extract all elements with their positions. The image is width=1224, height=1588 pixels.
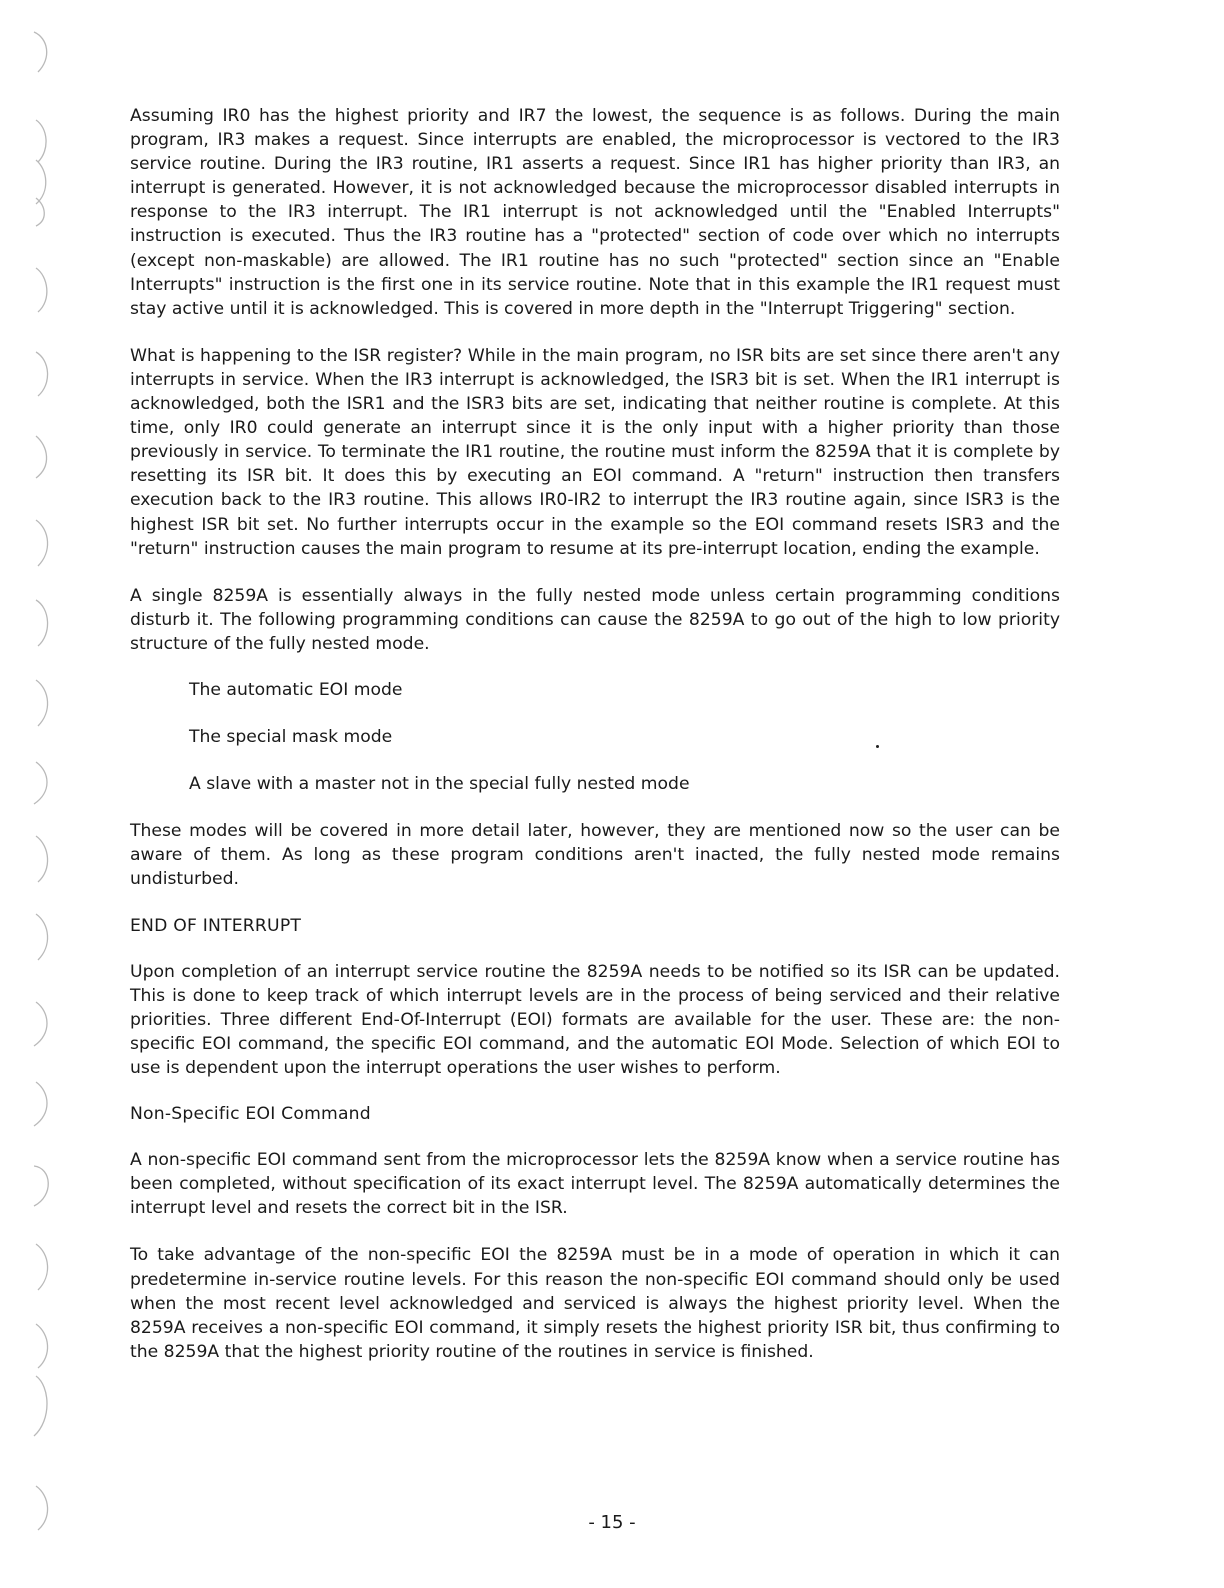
heading-non-specific-eoi: Non-Specific EOI Command bbox=[130, 1104, 371, 1125]
heading-end-of-interrupt: END OF INTERRUPT bbox=[130, 915, 302, 936]
paragraph-modes-note: These modes will be covered in more detail later, however, they are mentioned now so the user can be aware of them. As long as these program conditions aren't inacted, the fully nested mode remains undisturbed. bbox=[130, 821, 1060, 890]
paragraph-non-specific-eoi-definition: A non-specific EOI command sent from the microprocessor lets the 8259A know when a service routine has been completed, without specification of its exact interrupt level. The 8259A automatically determines the interrupt level and resets the correct bit in the ISR. bbox=[130, 1150, 1060, 1219]
paragraph-non-specific-eoi-usage: To take advantage of the non-specific EOI the 8259A must be in a mode of operation in which it can predetermine in-service routine levels. For this reason the non-specific EOI command should only be used when the most recent level acknowledged and serviced is always the highest priority level. When the 8259A receives a non-specific EOI command, it simply resets the highest priority ISR bit, thus confirming to the 8259A that the highest priority routine of the routines in service is finished. bbox=[130, 1245, 1060, 1362]
paragraph-eoi-overview: Upon completion of an interrupt service routine the 8259A needs to be notified so its ISR can be updated. This is done to keep track of which interrupt levels are in the process of being serviced and their relative priorities. Three different End-Of-Interrupt (EOI) formats are available for the user. These are: the non-specific EOI command, the specific EOI command, and the automatic EOI Mode. Selection of which EOI to use is dependent upon the interrupt operations the user wishes to perform. bbox=[130, 961, 1060, 1078]
binding-marks-graphic bbox=[30, 0, 80, 1584]
paragraph-fully-nested-mode: A single 8259A is essentially always in the fully nested mode unless certain programming conditions disturb it. The following programming conditions can cause the 8259A to go out of the high to low priority structure of the fully nested mode. bbox=[130, 585, 1060, 654]
paragraph-isr-register: What is happening to the ISR register? While in the main program, no ISR bits are set since there aren't any interrupts in service. When the IR3 interrupt is acknowledged, the ISR3 bit is set. When the IR1 interrupt is acknowledged, both the ISR1 and the ISR3 bits are set, indicating that neither routine is complete. At this time, only IR0 could generate an interrupt since it is the only input with a higher priority than those previously in service. To terminate the IR1 routine, the routine must inform the 8259A that it is complete by resetting its ISR bit. It does this by executing an EOI command. A "return" instruction then transfers execution back to the IR3 routine. This allows IR0-IR2 to interrupt the IR3 routine again, since ISR3 is the highest ISR bit set. No further interrupts occur in the example so the EOI command resets ISR3 and the "return" instruction causes the main program to resume at its pre-interrupt location, ending the example. bbox=[130, 345, 1060, 559]
list-item-automatic-eoi: The automatic EOI mode bbox=[189, 679, 403, 700]
page-number: - 15 - bbox=[588, 1512, 636, 1533]
list-item-special-mask: The special mask mode bbox=[189, 727, 393, 748]
binding-hole-marks bbox=[30, 0, 80, 1584]
scan-speck bbox=[876, 745, 879, 748]
page-body bbox=[130, 104, 1060, 1364]
paragraph-interrupt-sequence: Assuming IR0 has the highest priority and IR7 the lowest, the sequence is as follows. During the main program, IR3 makes a request. Since interrupts are enabled, the microprocessor is vectored to the IR3 service routine. During the IR3 routine, IR1 asserts a request. Since IR1 has higher priority than IR3, an interrupt is generated. However, it is not acknowledged because the microprocessor disabled interrupts in response to the IR3 interrupt. The IR1 interrupt is not acknowledged until the "Enabled Interrupts" instruction is executed. Thus the IR3 routine has a "protected" section of code over which no interrupts (except non-maskable) are allowed. The IR1 routine has no such "protected" section since an "Enable Interrupts" instruction is the first one in its service routine. Note that in this example the IR1 request must stay active until it is acknowledged. This is covered in more depth in the "Interrupt Triggering" section. bbox=[130, 106, 1060, 319]
list-item-slave-master: A slave with a master not in the special fully nested mode bbox=[189, 774, 690, 795]
